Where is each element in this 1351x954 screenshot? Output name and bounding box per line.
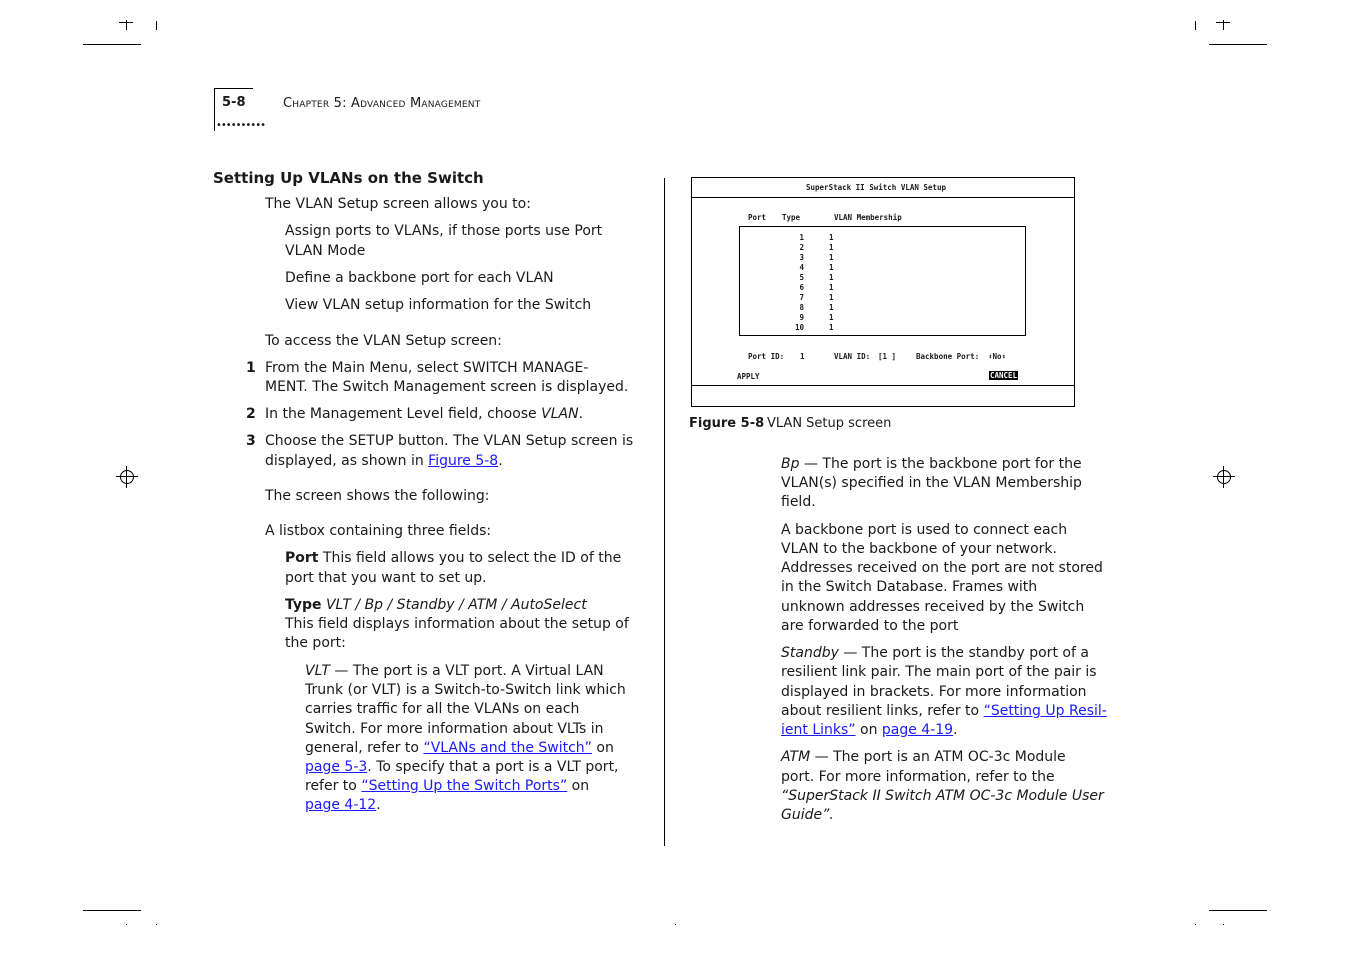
step-1-number: 1 bbox=[246, 360, 256, 376]
crop-mark bbox=[1209, 44, 1267, 45]
column-port: Port bbox=[748, 213, 767, 222]
chapter-title: Chapter 5: Advanced Management bbox=[283, 96, 481, 111]
table-row[interactable]: 6 1 bbox=[799, 283, 834, 292]
bp-line-1: Bp — The port is the backbone port for the bbox=[781, 456, 1082, 472]
setting-up-switch-ports-link[interactable]: “Setting Up the Switch Ports” bbox=[361, 778, 568, 794]
step-1-line-1: From the Main Menu, select SWITCH MANAGE- bbox=[265, 360, 589, 376]
step-2-text: In the Management Level field, choose VLAN. bbox=[265, 406, 584, 422]
bullet-1-line-1: Assign ports to VLANs, if those ports use Port bbox=[285, 223, 603, 239]
crop-mark bbox=[126, 924, 127, 925]
vlt-line-8: page 4-12. bbox=[305, 797, 381, 813]
setting-up-resilient-links-link[interactable]: “Setting Up Resil- bbox=[983, 703, 1107, 719]
crop-mark bbox=[156, 21, 157, 30]
table-row[interactable]: 7 1 bbox=[799, 293, 834, 302]
access-text: To access the VLAN Setup screen: bbox=[265, 333, 502, 349]
page-4-19-link[interactable]: page 4-19 bbox=[881, 722, 954, 738]
standby-line-1: Standby — The port is the standby port of a bbox=[781, 645, 1089, 661]
apply-button[interactable]: APPLY bbox=[737, 372, 760, 381]
registration-mark bbox=[116, 466, 138, 488]
crop-mark bbox=[83, 44, 141, 45]
section-heading: Setting Up VLANs on the Switch bbox=[213, 169, 484, 187]
atm-line-4: Guide”. bbox=[781, 807, 834, 823]
atm-line-2: port. For more information, refer to the bbox=[781, 769, 1055, 785]
vlt-line-1: VLT — The port is a VLT port. A Virtual LAN bbox=[305, 663, 604, 679]
vlt-line-5: general, refer to “VLANs and the Switch” on bbox=[305, 740, 614, 756]
backbone-port-selector[interactable]: ⬍No⬍ bbox=[988, 352, 1007, 361]
crop-mark bbox=[1209, 910, 1267, 911]
table-row[interactable]: 1 1 bbox=[799, 233, 834, 242]
backbone-line-1: A backbone port is used to connect each bbox=[781, 522, 1068, 538]
setting-up-resilient-links-link-cont[interactable]: ient Links” bbox=[781, 722, 856, 738]
atm-line-1: ATM — The port is an ATM OC-3c Module bbox=[781, 749, 1066, 765]
page-number: 5-8 bbox=[222, 95, 246, 110]
backbone-port-label: Backbone Port: bbox=[916, 352, 980, 361]
vlt-line-6: page 5-3. To specify that a port is a VLT port, bbox=[305, 759, 619, 775]
port-id-value[interactable]: 1 bbox=[800, 352, 805, 361]
vlans-and-switch-link[interactable]: “VLANs and the Switch” bbox=[423, 740, 592, 756]
standby-line-3: displayed in brackets. For more information bbox=[781, 684, 1087, 700]
page-4-12-link[interactable]: page 4-12 bbox=[305, 797, 377, 813]
vlt-line-4: Switch. For more information about VLTs in bbox=[305, 721, 604, 737]
vlan-id-label: VLAN ID: bbox=[834, 352, 871, 361]
figure-caption-text: VLAN Setup screen bbox=[767, 416, 892, 431]
column-divider bbox=[664, 178, 665, 846]
column-vlan-membership: VLAN Membership bbox=[834, 213, 902, 222]
crop-mark bbox=[156, 924, 157, 925]
listbox-text: A listbox containing three fields: bbox=[265, 523, 492, 539]
standby-line-4: about resilient links, refer to “Setting Up Resil- bbox=[781, 703, 1107, 719]
crop-mark bbox=[1223, 20, 1224, 30]
screen-title: SuperStack II Switch VLAN Setup bbox=[806, 183, 946, 192]
table-row[interactable]: 5 1 bbox=[799, 273, 834, 282]
table-row[interactable]: 9 1 bbox=[799, 313, 834, 322]
page-5-3-link[interactable]: page 5-3 bbox=[305, 759, 368, 775]
type-field-line-3: the port: bbox=[285, 635, 346, 651]
standby-line-5: ient Links” on page 4-19. bbox=[781, 722, 958, 738]
figure-5-8-link[interactable]: Figure 5-8 bbox=[428, 453, 499, 469]
step-2-number: 2 bbox=[246, 406, 256, 422]
vlt-line-7: refer to “Setting Up the Switch Ports” on bbox=[305, 778, 590, 794]
crop-mark bbox=[126, 20, 127, 30]
column-type: Type bbox=[782, 213, 801, 222]
port-field-line-2: port that you want to set up. bbox=[285, 570, 487, 586]
crop-mark bbox=[675, 924, 676, 925]
crop-mark bbox=[1195, 924, 1196, 925]
vlt-line-3: carries traffic for all the VLANs on each bbox=[305, 701, 580, 717]
intro-text: The VLAN Setup screen allows you to: bbox=[265, 196, 531, 212]
backbone-line-5: unknown addresses received by the Switch bbox=[781, 599, 1085, 615]
bp-line-2: VLAN(s) specified in the VLAN Membership bbox=[781, 475, 1082, 491]
table-row[interactable]: 8 1 bbox=[799, 303, 834, 312]
bp-line-3: field. bbox=[781, 494, 816, 510]
vlt-line-2: Trunk (or VLT) is a Switch-to-Switch link which bbox=[305, 682, 626, 698]
figure-caption-number: Figure 5-8 bbox=[689, 416, 765, 431]
step-3-number: 3 bbox=[246, 433, 256, 449]
step-3-line-1: Choose the SETUP button. The VLAN Setup screen is bbox=[265, 433, 634, 449]
backbone-line-2: VLAN to the backbone of your network. bbox=[781, 541, 1057, 557]
vlan-id-value[interactable]: [1 ] bbox=[878, 352, 897, 361]
page-tab-dots: •••••••••• bbox=[216, 120, 265, 131]
vlan-setup-screen-figure bbox=[691, 177, 1075, 407]
type-field-line-1: Type VLT / Bp / Standby / ATM / AutoSelect bbox=[285, 597, 587, 613]
crop-mark bbox=[83, 910, 141, 911]
screen-bottom-bar bbox=[692, 385, 1074, 386]
port-field-line-1: Port This field allows you to select the ID of the bbox=[285, 550, 622, 566]
crop-mark bbox=[1223, 924, 1224, 925]
step-1-line-2: MENT. The Switch Management screen is displayed. bbox=[265, 379, 629, 395]
crop-mark bbox=[1195, 21, 1196, 30]
up-down-arrow-icon: ⬍ bbox=[1001, 352, 1007, 361]
table-row[interactable]: 10 1 bbox=[794, 323, 834, 332]
port-listbox[interactable] bbox=[739, 226, 1026, 336]
table-row[interactable]: 2 1 bbox=[799, 243, 834, 252]
table-row[interactable]: 4 1 bbox=[799, 263, 834, 272]
type-field-line-2: This field displays information about the setup of bbox=[285, 616, 629, 632]
bullet-3: View VLAN setup information for the Switch bbox=[285, 297, 592, 313]
backbone-line-6: are forwarded to the port bbox=[781, 618, 959, 634]
backbone-line-4: in the Switch Database. Frames with bbox=[781, 579, 1038, 595]
step-3-line-2: displayed, as shown in Figure 5-8. bbox=[265, 453, 503, 469]
backbone-line-3: Addresses received on the port are not stored bbox=[781, 560, 1103, 576]
cancel-button[interactable]: CANCEL bbox=[990, 371, 1018, 380]
standby-line-2: resilient link pair. The main port of the pair is bbox=[781, 664, 1097, 680]
table-row[interactable]: 3 1 bbox=[799, 253, 834, 262]
bullet-1-line-2: VLAN Mode bbox=[285, 243, 366, 259]
atm-line-3: “SuperStack II Switch ATM OC-3c Module User bbox=[781, 788, 1104, 804]
registration-mark bbox=[1213, 466, 1235, 488]
bullet-2: Define a backbone port for each VLAN bbox=[285, 270, 554, 286]
shows-text: The screen shows the following: bbox=[265, 488, 490, 504]
up-down-arrow-icon: ⬍ bbox=[988, 352, 993, 361]
port-id-label: Port ID: bbox=[748, 352, 785, 361]
